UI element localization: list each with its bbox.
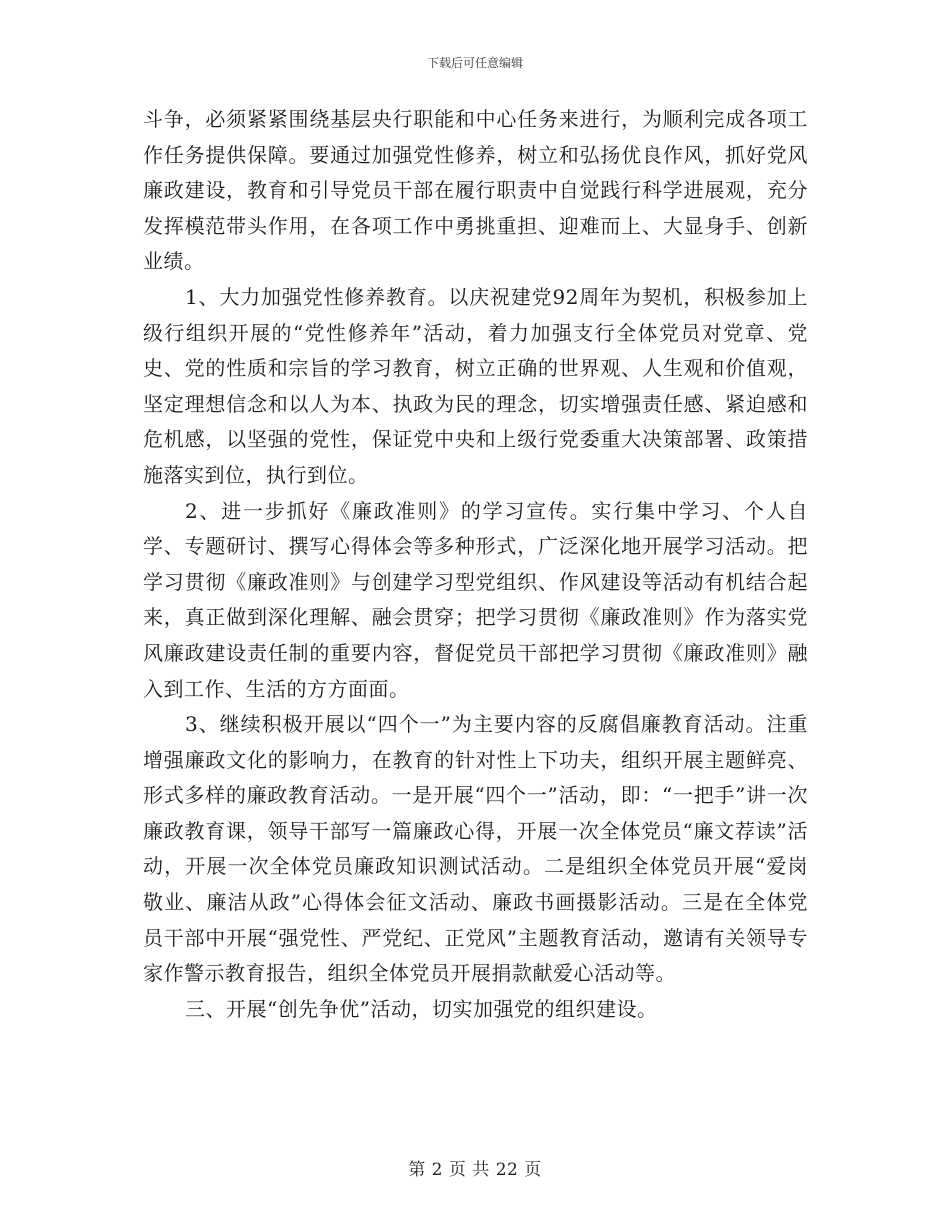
document-body: [143, 102, 808, 1027]
page-number: 第 2 页 共 22 页: [408, 1160, 542, 1180]
paragraph-item-1: 1、大力加强党性修养教育。以庆祝建党92周年为契机，积极参加上级行组织开展的“党性修养年”活动，着力加强支行全体党员对党章、党史、党的性质和宗旨的学习教育，树立正确的世界观、人生观和价值观，坚定理想信念和以人为本、执政为民的理念，切实增强责任感、紧迫感和危机感，以坚强的党性，保证党中央和上级行党委重大决策部署、政策措施落实到位，执行到位。: [143, 284, 808, 487]
paragraph-item-2: 2、进一步抓好《廉政准则》的学习宣传。实行集中学习、个人自学、专题研讨、撰写心得体会等多种形式，广泛深化地开展学习活动。把学习贯彻《廉政准则》与创建学习型党组织、作风建设等活动有机结合起来，真正做到深化理解、融会贯穿；把学习贯彻《廉政准则》作为落实党风廉政建设责任制的重要内容，督促党员干部把学习贯彻《廉政准则》融入到工作、生活的方方面面。: [143, 498, 808, 701]
paragraph-intro: 斗争，必须紧紧围绕基层央行职能和中心任务来进行，为顺利完成各项工作任务提供保障。要通过加强党性修养，树立和弘扬优良作风，抓好党风廉政建设，教育和引导党员干部在履行职责中自觉践行科学进展观，充分发挥模范带头作用，在各项工作中勇挑重担、迎难而上、大显身手、创新业绩。: [143, 107, 808, 274]
paragraph-item-3: 3、继续积极开展以“四个一”为主要内容的反腐倡廉教育活动。注重增强廉政文化的影响力，在教育的针对性上下功夫，组织开展主题鲜亮、形式多样的廉政教育活动。一是开展“四个一”活动，即：“一把手”讲一次廉政教育课，领导干部写一篇廉政心得，开展一次全体党员“廉文荐读”活动，开展一次全体党员廉政知识测试活动。二是组织全体党员开展“爱岗敬业、廉洁从政”心得体会征文活动、廉政书画摄影活动。三是在全体党员干部中开展“强党性、严党纪、正党风”主题教育活动，邀请有关领导专家作警示教育报告，组织全体党员开展捐款献爱心活动等。: [143, 712, 808, 986]
header-note: 下载后可任意编辑: [426, 56, 523, 70]
section-heading-3: 三、开展“创先争优”活动，切实加强党的组织建设。: [185, 996, 658, 1021]
